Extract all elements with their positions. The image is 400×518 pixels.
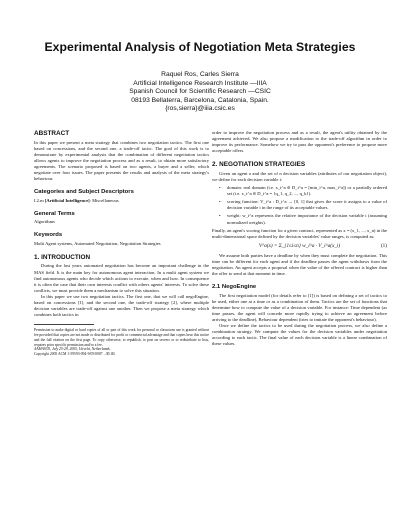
- left-column: [34, 130, 209, 357]
- author-affiliation-1: Artificial Intelligence Research Institute —IIIA: [133, 79, 267, 87]
- categories-heading: Categories and Subject Descriptors: [34, 189, 134, 196]
- bullet-scoring-function: scoring function: V_i^a : D_i^a → [0, 1] that gives the score it assigns to a value of decision variable i in the range of its acceptable values.: [227, 199, 387, 211]
- strategies-heading: 2. NEGOTIATION STRATEGIES: [212, 161, 306, 169]
- category-rest: : Miscellaneous: [89, 197, 119, 203]
- negoengine-paragraph-1: The first negotiation model (for details refer to [1]) is based on defining a set of tactics to be used, either one at a time or as a combination of them. Tactics are the set of functions that determine how to compute the value of a decision variable. For instance: Time dependent (as time passes, the agent will concede more rapidly trying to achieve an agreement before arriving to the deadline), Behaviour dependent (tries to imitate the opponent's behaviour).: [212, 292, 387, 323]
- strategies-paragraph-3: We assume both parties have a deadline by when they must complete the negotiation. This time can be different for each agent and if the deadline passes the agent withdraws from the negotiation. An agent accepts a proposal when the value of the offered contract is higher than the offer to send at that moment in time.: [212, 252, 387, 277]
- negoengine-paragraph-2: Once we define the tactics to be used during the negotiation process, we also define a combination strategy. We compute the values for the decision variables under negotiation according to each tactic. The final value of each decision variable is a linear combination of these values.: [212, 323, 387, 347]
- scoring-equation: [212, 243, 387, 249]
- intro-paragraph-1: During the last years automated negotiation has become an important challenge in the MAS field. It is the main key for autonomous agent interaction. In a multi agent system we find autonomous agents who decide which actions to execute, when and how. In consequence it is often the case that their own interests conflict with others agents' interests. To solve these conflicts, we must provide them a mechanism to solve this situation.: [34, 263, 209, 293]
- keywords-heading: Keywords: [34, 232, 63, 239]
- bullet-weight: weight: w_i^a represents the relative importance of the decision variable i (assuming normalized weights).: [227, 213, 387, 225]
- author-address: 08193 Bellaterra, Barcelona, Catalonia, Spain.: [131, 96, 269, 104]
- paper-title: Experimental Analysis of Negotiation Meta Strategies: [44, 40, 356, 54]
- list-item: • domain: real domain (i.e. x_i^a ∈ D_i^a = [min_i^a, max_i^a]) or a partially ordered set (i.e. x_i^a ∈ D_i^a = {q_1, q_2, ..., q_k}).: [219, 185, 387, 197]
- list-item: • weight: w_i^a represents the relative importance of the decision variable i (assuming normalized weights).: [219, 213, 387, 225]
- equation-number: (1): [380, 242, 387, 249]
- strategies-paragraph-2: Finally, an agent's scoring function for a given contract, represented as x = (x_1, ..., x_n) in the multi-dimensional space defined by the decision variables' value ranges, is computed as:: [212, 227, 387, 239]
- intro-continued: order to improve the negotiation process and as a result, the agent's utility obtained by the agreement achieved. We also propose a modification to the trade-off algorithm in order to improve its performance. Somehow we try to pass the opponent's preference to propose more acceptable offers.: [212, 130, 387, 154]
- footnote-permission: Permission to make digital or hard copies of all or part of this work for personal or classroom use is granted without fee provided that copies are not made or distributed for profit or commercial advantage and that copies bear this notice and the full citation on the first page. To copy otherwise, to republish, to post on servers or to redistribute to lists, requires prior specific permission and/or a fee.: [34, 328, 209, 347]
- decision-variable-list: [212, 185, 387, 226]
- right-column: [212, 130, 387, 348]
- intro-paragraph-2: In this paper we use two negotiation tactics. The first one, that we will call negoEngine, based on concessions [1], and the second one, the trade-off strategy [2], where multiple decision variables are trade-off against one another. Then we propose a meta strategy which combines both tactics in: [34, 293, 209, 318]
- author-email: {ros,sierra}@iiia.csic.es: [165, 105, 235, 113]
- category-code: I.2.m: [34, 197, 44, 203]
- abstract-heading: ABSTRACT: [34, 130, 70, 137]
- footnote-copyright: Copyright 2005 ACM 1-59593-094-9/05/0007 ...$5.00.: [34, 352, 116, 357]
- author-affiliation-2: Spanish Council for Scientific Research —CSIC: [129, 88, 271, 96]
- bullet-domain: domain: real domain (i.e. x_i^a ∈ D_i^a = [min_i^a, max_i^a]) or a partially ordered set (i.e. x_i^a ∈ D_i^a = {q_1, q_2, ..., q_k}).: [227, 185, 387, 197]
- strategies-paragraph-1: Given an agent a and the set of n decision variables (attributes of our negotiation object), we define for each decision variable i:: [212, 170, 387, 182]
- general-terms-heading: General Terms: [34, 210, 75, 217]
- general-terms-text: Algorithms: [34, 219, 55, 225]
- author-block: [40, 71, 360, 114]
- list-item: • scoring function: V_i^a : D_i^a → [0, 1] that gives the score it assigns to a value of decision variable i in the range of its acceptable values.: [219, 199, 387, 211]
- intro-heading: 1. INTRODUCTION: [34, 253, 91, 261]
- equation-body: V^a(x) = Σ_{1≤i≤n} w_i^a · V_i^a(x_i): [258, 242, 341, 249]
- keywords-text: Multi Agent systems, Automated Negotiation, Negotiation Strategies: [34, 240, 161, 246]
- abstract-text: In this paper we present a meta strategy that combines two negotiation tactics. The first one based on concessions, and the second one, a trade-off tactic. The goal of this work is to demonstrate by experimental analysis that the combination of different negotiation tactics allows agents to improve the negotiation process and as a result, to obtain more satisfactory agreements. The scenario proposed is based on two agents, a buyer and a seller, which negotiate over four issues. The paper presents the results and analysis of the meta strategy's behaviour.: [34, 139, 209, 182]
- negoengine-heading: 2.1 NegoEngine: [212, 284, 257, 291]
- footnote-rule: [34, 324, 94, 325]
- author-names: Raquel Ros, Carles Sierra: [161, 71, 239, 78]
- footnote-venue: AAMAS'05, July 25-29, 2005, Utrecht, Netherlands.: [34, 347, 111, 352]
- category-name: [Artificial Intelligence]: [44, 197, 90, 203]
